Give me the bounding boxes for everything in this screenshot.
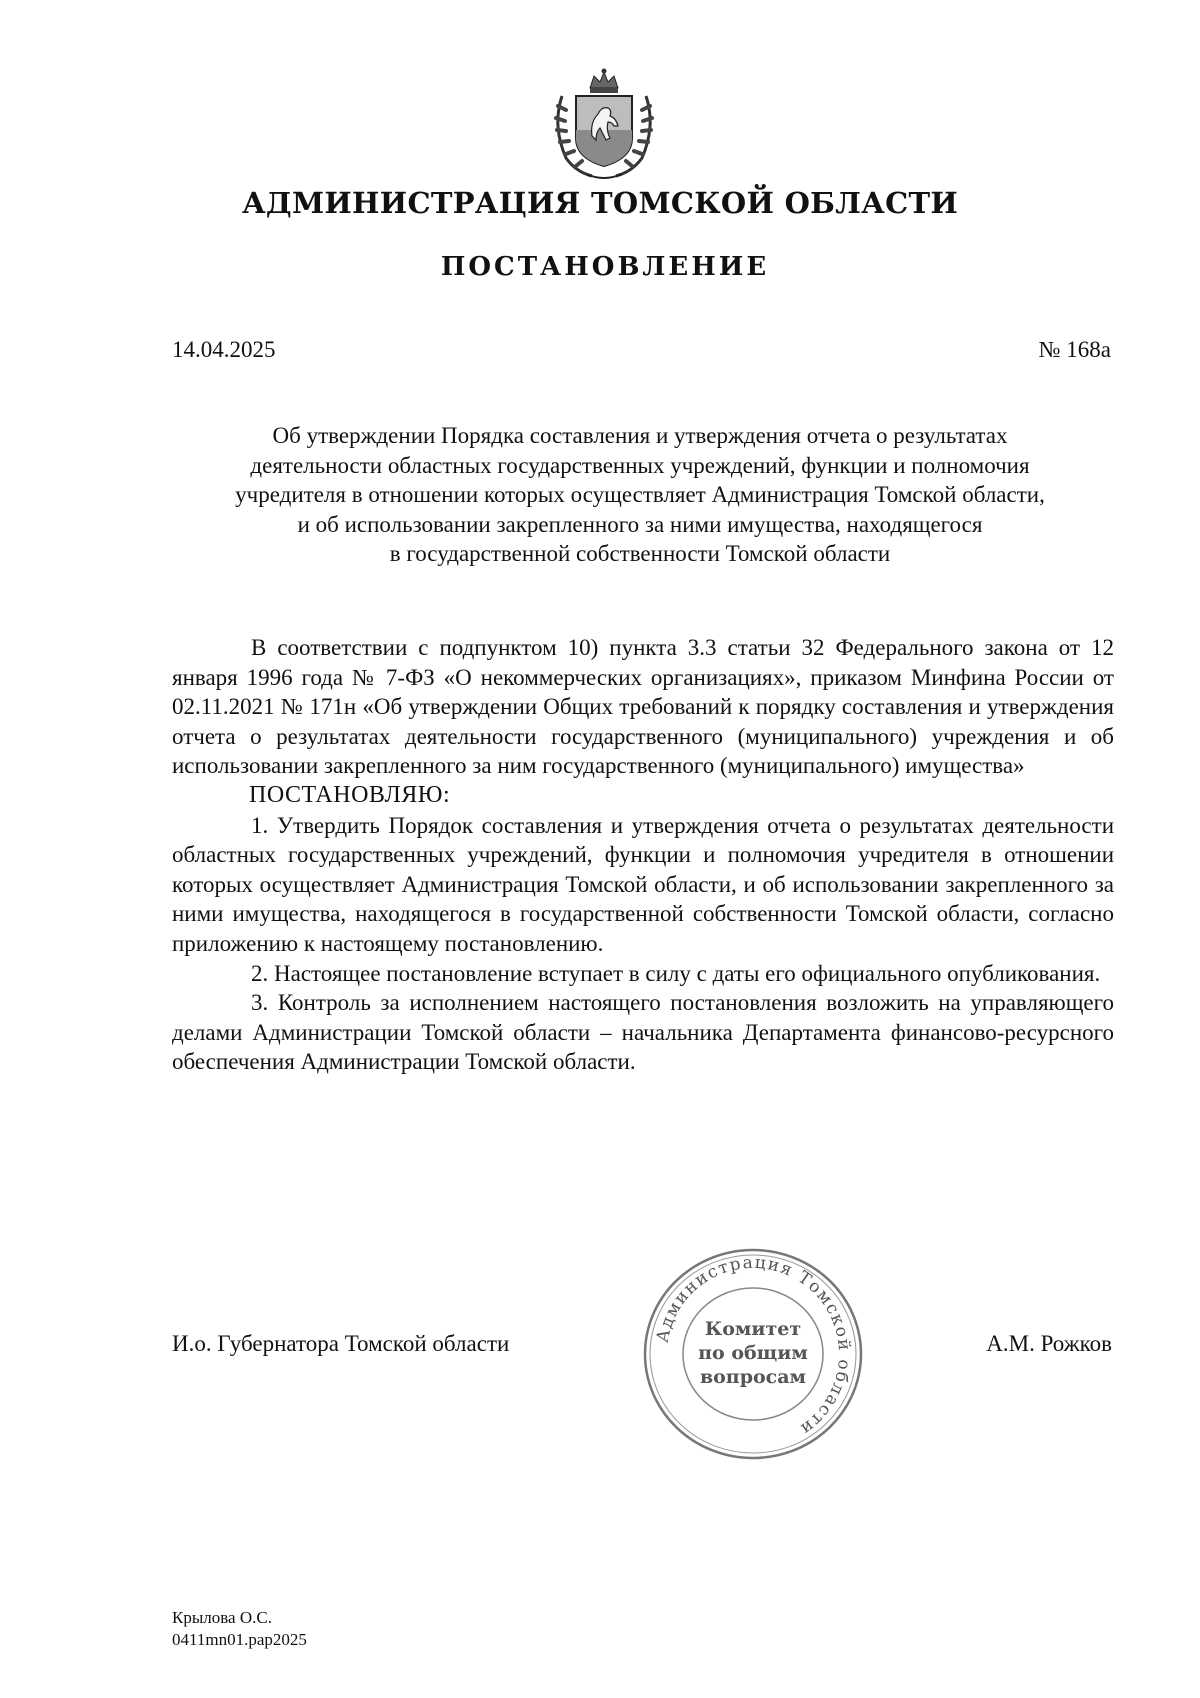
subject-line: в государственной собственности Томской области xyxy=(389,541,891,566)
stamp-center-line: по общим xyxy=(698,1342,808,1364)
decree-item: 1. Утвердить Порядок составления и утверждения отчета о результатах деятельности областных государственных учреждений, функции и полномочия учредителя в отношении которых осуществляет Администрация Томской области, и об использовании закрепленного за ними имущества, находящегося в государственной собственности Томской области, согласно приложению к настоящему постановлению. xyxy=(172,812,1114,956)
official-stamp xyxy=(638,1243,868,1465)
stamp-center-line: вопросам xyxy=(699,1366,807,1388)
subject-line: Об утверждении Порядка составления и утверждения отчета о результатах xyxy=(272,423,1008,448)
executor-name: Крылова О.С. xyxy=(172,1608,272,1627)
document-type-title: ПОСТАНОВЛЕНИЕ xyxy=(440,252,770,282)
organization-title: АДМИНИСТРАЦИЯ ТОМСКОЙ ОБЛАСТИ xyxy=(241,186,959,220)
signer-title: И.о. Губернатора Томской области xyxy=(172,1331,510,1356)
stamp-center-line: Комитет xyxy=(704,1318,802,1340)
signer-name: А.М. Рожков xyxy=(986,1331,1112,1356)
tomsk-region-coat-of-arms-icon xyxy=(548,66,660,182)
stamp-ring-text: Администрация Томской области xyxy=(652,1252,855,1440)
subject-line: учредителя в отношении которых осуществляет Администрация Томской области, xyxy=(235,482,1045,507)
executor-block xyxy=(172,1607,307,1651)
document-number: № 168а xyxy=(1038,337,1111,362)
document-body xyxy=(172,633,1114,1077)
decree-word: ПОСТАНОВЛЯЮ: xyxy=(249,781,451,808)
executor-file-code: 0411mn01.pap2025 xyxy=(172,1630,307,1649)
subject-line: и об использовании закрепленного за ними имущества, находящегося xyxy=(297,511,983,537)
document-date: 14.04.2025 xyxy=(172,337,276,362)
decree-item: 3. Контроль за исполнением настоящего постановления возложить на управляющего делами Администрации Томской области – начальника Департамента финансово-ресурсного обеспечения Администрации Томской области. xyxy=(172,990,1114,1075)
document-subject xyxy=(160,421,1120,569)
decree-item: 2. Настоящее постановление вступает в силу с даты его официального опубликования. xyxy=(251,960,1101,986)
preamble-paragraph: В соответствии с подпунктом 10) пункта 3.3 статьи 32 Федерального закона от 12 января 1996 года № 7-ФЗ «О некоммерческих организациях», приказом Минфина России от 02.11.2021 № 171н «Об утверждении Общих требований к порядку составления и утверждения отчета о результатах деятельности государственного (муниципального) учреждения и об использовании закрепленного за ним государственного (муниципального) имущества» xyxy=(172,635,1114,779)
subject-line: деятельности областных государственных учреждений, функции и полномочия xyxy=(250,452,1030,478)
